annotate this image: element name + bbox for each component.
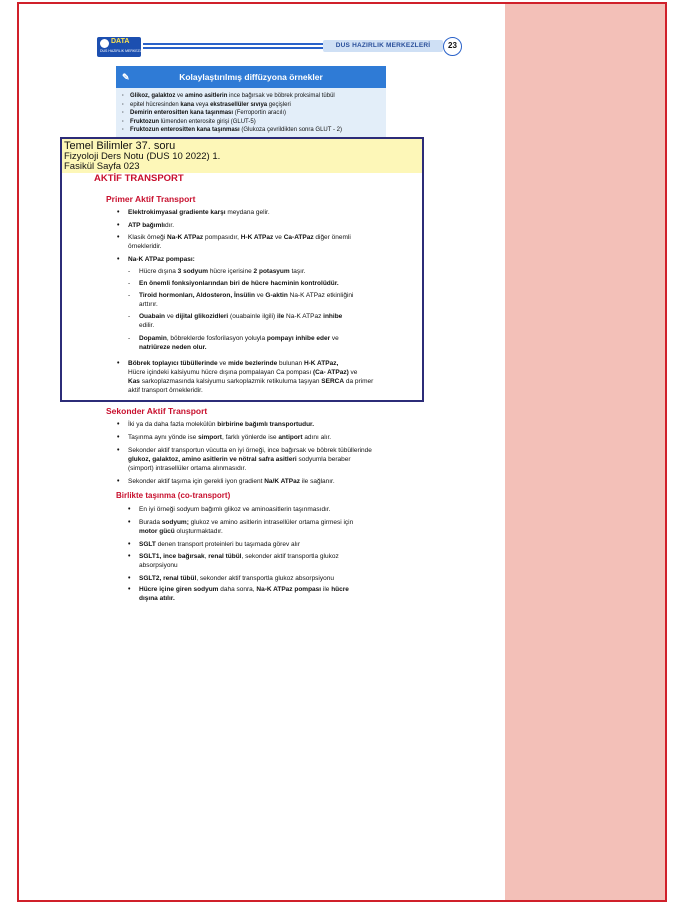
sekonder-item: Sekonder aktif taşıma için gerekli iyon gradient Na/K ATPaz ile sağlanır. <box>128 478 335 485</box>
birlikte-item: SGLT1, ince bağırsak, renal tübül, sekonder aktif transportla glukoz absorpsiyonu <box>139 553 339 569</box>
bullet: • <box>117 478 120 485</box>
pump-subitem: Dopamin, böbreklerde fosforilasyon yoluyla pompayı inhibe eder ve natriüreze neden olur. <box>139 335 339 351</box>
bullet: • <box>117 222 120 229</box>
primer-item: ATP bağımlıdır. <box>128 222 175 229</box>
logo <box>97 37 148 57</box>
birlikte-item: En iyi örneği sodyum bağımlı glikoz ve aminoasitlerin taşınmasıdır. <box>139 506 331 513</box>
logo-text: DATA <box>111 38 130 45</box>
box-list <box>116 92 386 135</box>
list-item: · Fruktozun enterositten kana taşınması (Glukoza çevrildikten sonra GLUT - 2) <box>122 126 386 135</box>
side-panel <box>505 2 667 902</box>
primer-item: Elektrokimyasal gradiente karşı meydana gelir. <box>128 209 270 216</box>
section-title: AKTİF TRANSPORT <box>94 173 184 184</box>
bullet: • <box>128 553 131 560</box>
pump-subitem: En önemli fonksiyonlarından biri de hücre hacminin kontrolüdür. <box>139 280 339 287</box>
bullet: • <box>128 586 131 593</box>
birlikte-item: SGLT denen transport proteinleri bu taşımada görev alır <box>139 541 301 548</box>
page-number: 23 <box>443 37 462 56</box>
bullet: • <box>117 234 120 241</box>
dash: - <box>128 335 131 342</box>
primer-item: Klasik örneği Na-K ATPaz pompasıdır, H-K ATPaz ve Ca-ATPaz diğer önemli örnekleridir. <box>128 234 351 250</box>
bullet: • <box>117 434 120 441</box>
header-section-label: DUS HAZIRLIK MERKEZLERİ <box>323 40 443 52</box>
note-line-1: Temel Bilimler 37. soru <box>64 140 176 152</box>
list-item: · Glikoz, galaktoz ve amino asitlerin ince bağırsak ve böbrek proksimal tübül <box>122 92 386 101</box>
bullet: • <box>117 209 120 216</box>
bullet: • <box>117 447 120 454</box>
bullet: • <box>128 506 131 513</box>
bullet: • <box>128 541 131 548</box>
annotation-note <box>60 137 424 173</box>
birlikte-item: SGLT2, renal tübül, sekonder aktif transportla glukoz absorpsiyonu <box>139 575 334 582</box>
list-item: · Demirin enterositten kana taşınması (Ferroportin aracılı) <box>122 109 386 118</box>
sekonder-item: Taşınma aynı yönde ise simport, farklı yönlerde ise antiport adını alır. <box>128 434 332 441</box>
primer-item: Na-K ATPaz pompası: <box>128 256 195 263</box>
header-rule-bottom <box>143 47 323 49</box>
dash: - <box>128 268 131 275</box>
pump-subitem: Tiroid hormonları, Aldosteron, İnsülin ve G-aktin Na-K ATPaz etkinliğini arttırır. <box>139 292 354 308</box>
pencil-icon: ✎ <box>122 72 130 82</box>
birlikte-title: Birlikte taşınma (co-transport) <box>116 491 231 500</box>
sekonder-item: İki ya da daha fazla molekülün birbirine bağımlı transportudur. <box>128 421 315 428</box>
sekonder-item: Sekonder aktif transportun vücutta en iyi örneği, ince bağırsak ve böbrek tübüllerinde glukoz, galaktoz, amino asitlerin ve nötral safra asitleri sodyumla beraber (simport) intrasellüler ortama alınmasıdır. <box>128 447 372 472</box>
note-line-3: Fasikül Sayfa 023 <box>64 161 140 172</box>
box-title: Kolaylaştırılmış diffüzyona örnekler <box>179 72 323 82</box>
header-rule-top <box>143 43 323 45</box>
logo-subtext: DUS HAZIRLIK MERKEZLERİ <box>100 49 148 53</box>
dash: - <box>128 313 131 320</box>
dash: - <box>128 292 131 299</box>
logo-mark-icon <box>100 39 109 48</box>
facilitated-diffusion-box <box>116 66 386 138</box>
primer-item: Böbrek toplayıcı tübüllerinde ve mide bezlerinde bulunan H-K ATPaz, Hücre içindeki kalsiyumu hücre dışına pompalayan Ca pompası (Ca- ATPaz) ve Kas sarkoplazmasında kalsiyumu sarkoplazmik retikuluma taşıyan SERCA da primer aktif transport örnekleridir. <box>128 360 374 394</box>
birlikte-item: Burada sodyum; glukoz ve amino asitlerin intrasellüler ortama girmesi için motor gücü oluşturmaktadır. <box>139 519 354 535</box>
dash: - <box>128 280 131 287</box>
note-line-2: Fizyoloji Ders Notu (DUS 10 2022) 1. <box>64 151 221 162</box>
bullet: • <box>128 575 131 582</box>
bullet: • <box>128 519 131 526</box>
sekonder-title: Sekonder Aktif Transport <box>106 406 208 416</box>
list-item: · epitel hücresinden kana veya ekstrasellüler sıvıya geçişleri <box>122 101 386 110</box>
bullet: • <box>117 360 120 367</box>
box-header <box>116 66 386 88</box>
birlikte-item: Hücre içine giren sodyum daha sonra, Na-K ATPaz pompası ile hücre dışına atılır. <box>139 586 349 602</box>
bullet: • <box>117 256 120 263</box>
primer-title: Primer Aktif Transport <box>106 194 196 204</box>
pump-subitem: Ouabain ve dijital glikozidleri (ouabainle ilgili) ile Na-K ATPaz inhibe edilir. <box>139 313 343 329</box>
bullet: • <box>117 421 120 428</box>
list-item: · Fruktozun lümenden enterosite girişi (GLUT-5) <box>122 118 386 127</box>
pump-subitem: Hücre dışına 3 sodyum hücre içerisine 2 potasyum taşır. <box>139 268 306 275</box>
